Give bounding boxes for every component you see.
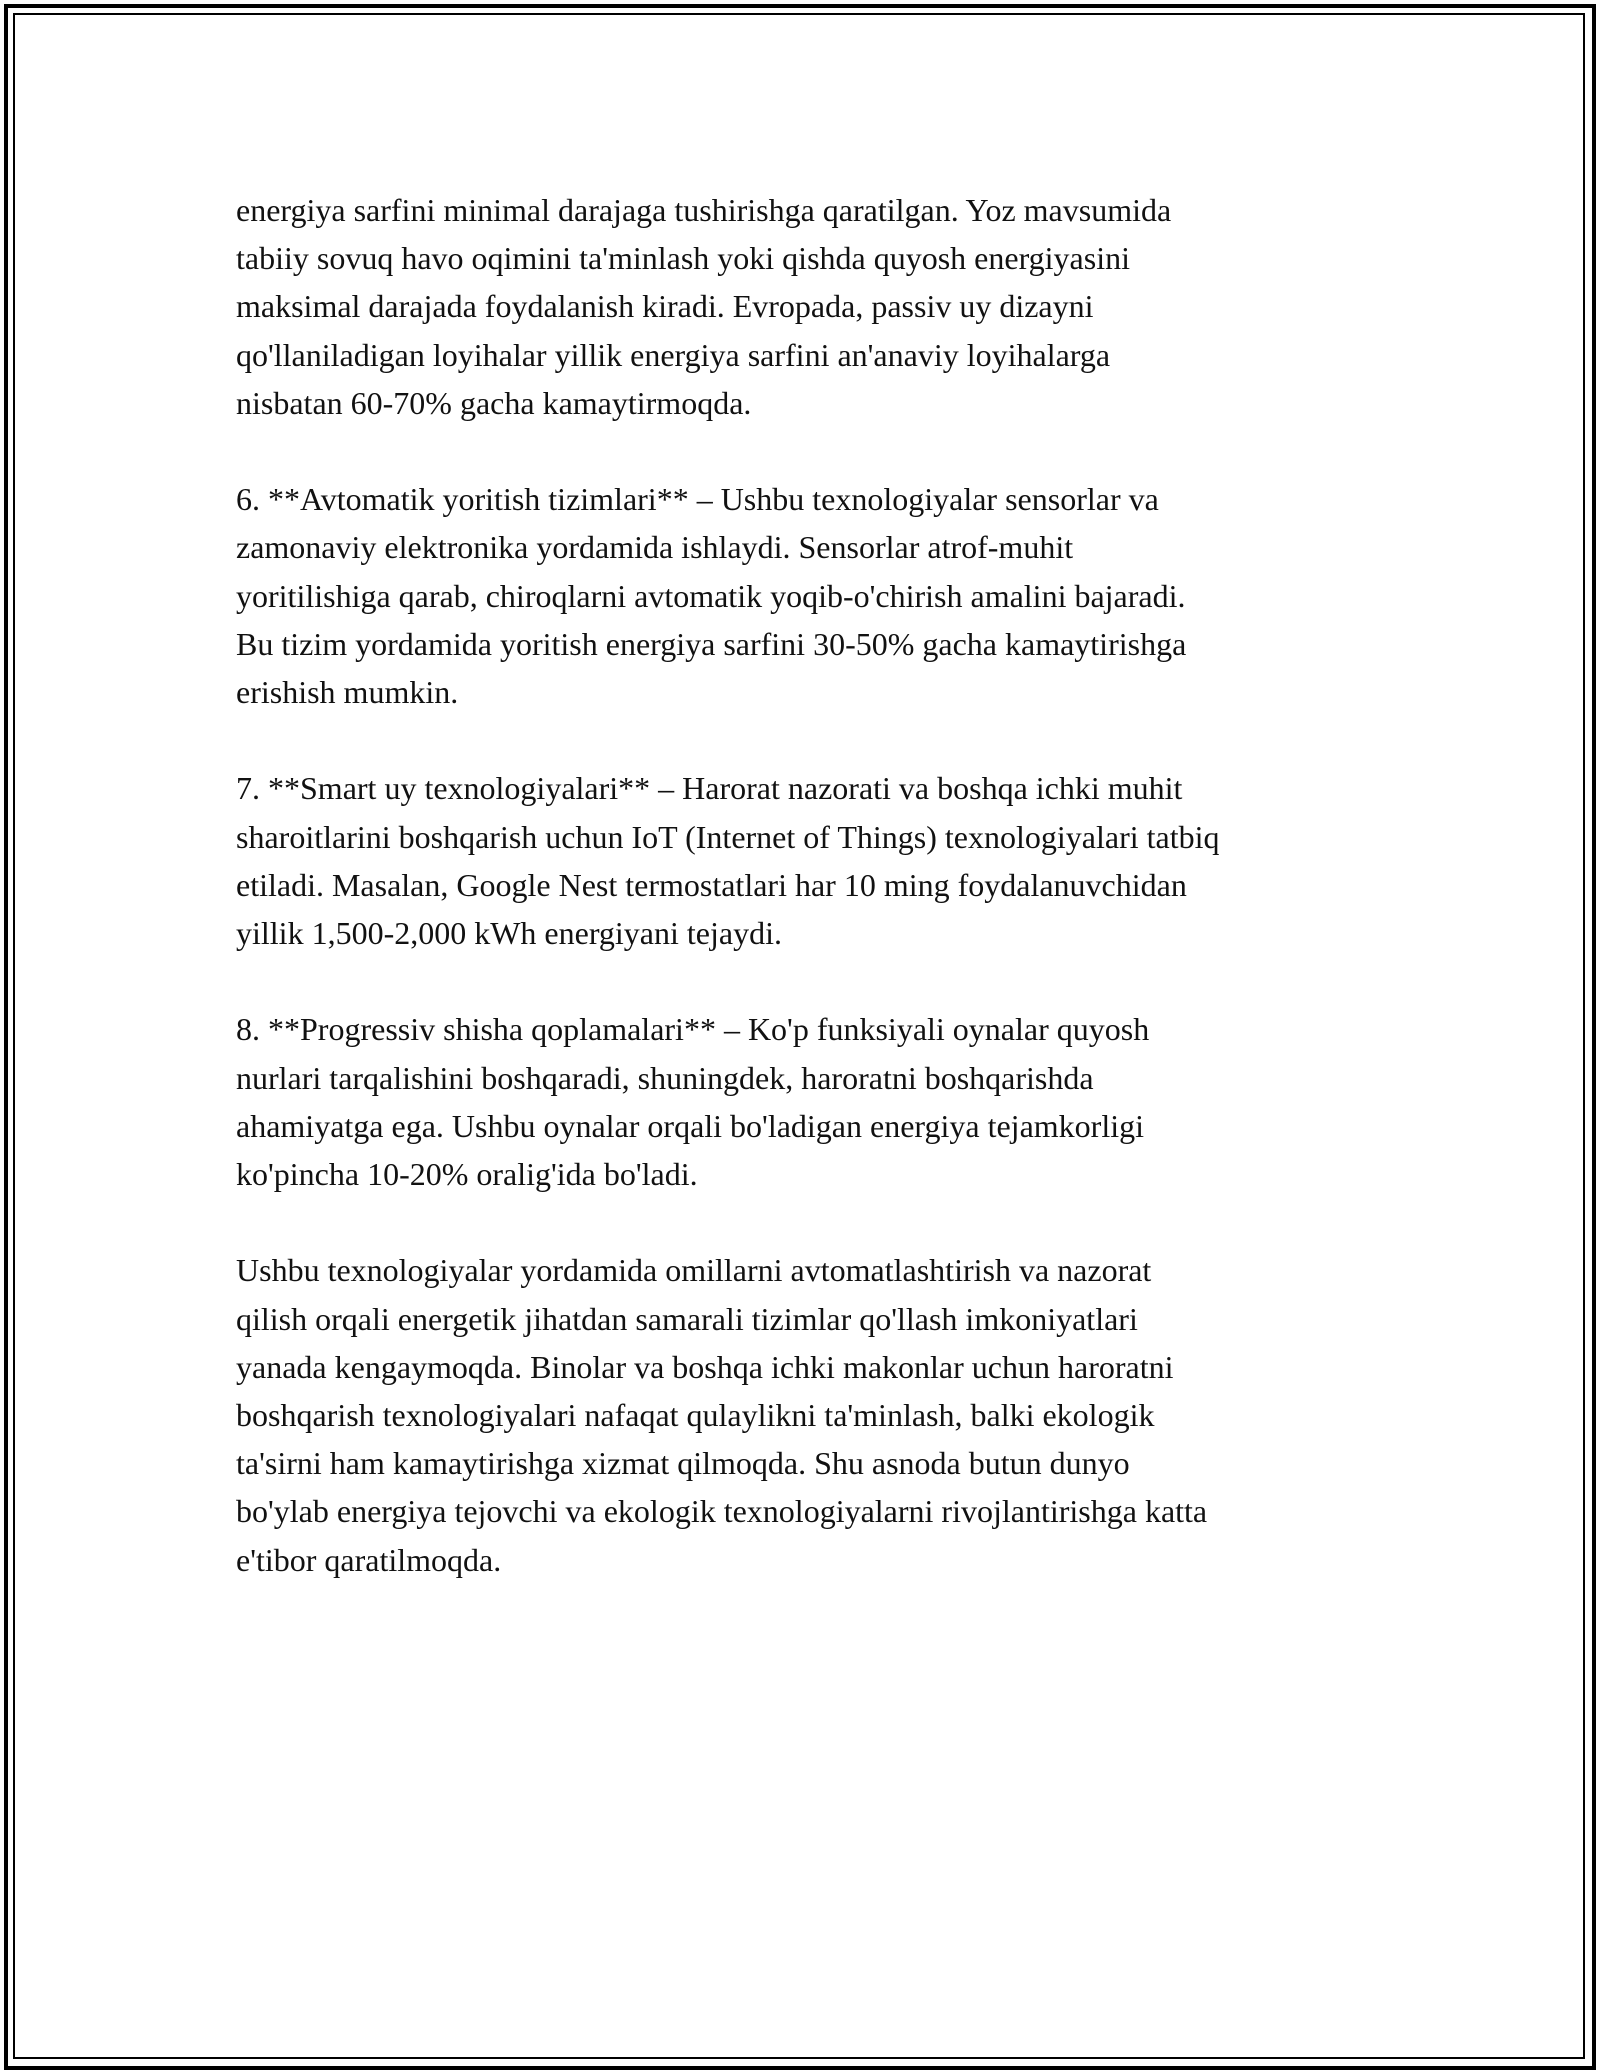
paragraph-conclusion: Ushbu texnologiyalar yordamida omillarni avtomatlashtirish va nazorat qilish orqali energetik jihatdan samarali tizimlar qo'llash imkoniyatlari yanada kengaymoqda. Binolar va boshqa ichki makonlar uchun haroratni boshqarish texnologiyalari nafaqat qulaylikni ta'minlash, balki ekologik ta'sirni ham kamaytirishga xizmat qilmoqda. Shu asnoda butun dunyo bo'ylab energiya tejovchi va ekologik texnologiyalarni rivojlantirishga katta e'tibor qaratilmoqda.: [236, 1252, 1208, 1578]
paragraph-smart-home: 7. **Smart uy texnologiyalari** – Harorat nazorati va boshqa ichki muhit sharoitlarini boshqarish uchun IoT (Internet of Things) texnologiyalari tatbiq etiladi. Masalan, Google Nest termostatlari har 10 ming foydalanuvchidan yillik 1,500-2,000 kWh energiyani tejaydi.: [236, 770, 1220, 952]
paragraph-glass-coatings: 8. **Progressiv shisha qoplamalari** – Ko'p funksiyali oynalar quyosh nurlari tarqalishini boshqaradi, shuningdek, haroratni boshqarishda ahamiyatga ega. Ushbu oynalar orqali bo'ladigan energiya tejamkorligi ko'pincha 10-20% oralig'ida bo'ladi.: [236, 1011, 1150, 1193]
paragraph-passive-design: energiya sarfini minimal darajaga tushirishga qaratilgan. Yoz mavsumida tabiiy sovuq havo oqimini ta'minlash yoki qishda quyosh energiyasini maksimal darajada foydalanish kiradi. Evropada, passiv uy dizayni qo'llaniladigan loyihalar yillik energiya sarfini an'anaviy loyihalarga nisbatan 60-70% gacha kamaytirmoqda.: [236, 192, 1172, 421]
paragraph-automatic-lighting: 6. **Avtomatik yoritish tizimlari** – Ushbu texnologiyalar sensorlar va zamonaviy elektronika yordamida ishlaydi. Sensorlar atrof-muhit yoritilishiga qarab, chiroqlarni avtomatik yoqib-o'chirish amalini bajaradi. Bu tizim yordamida yoritish energiya sarfini 30-50% gacha kamaytirishga erishish mumkin.: [236, 481, 1187, 711]
document-body: [236, 186, 1386, 1632]
